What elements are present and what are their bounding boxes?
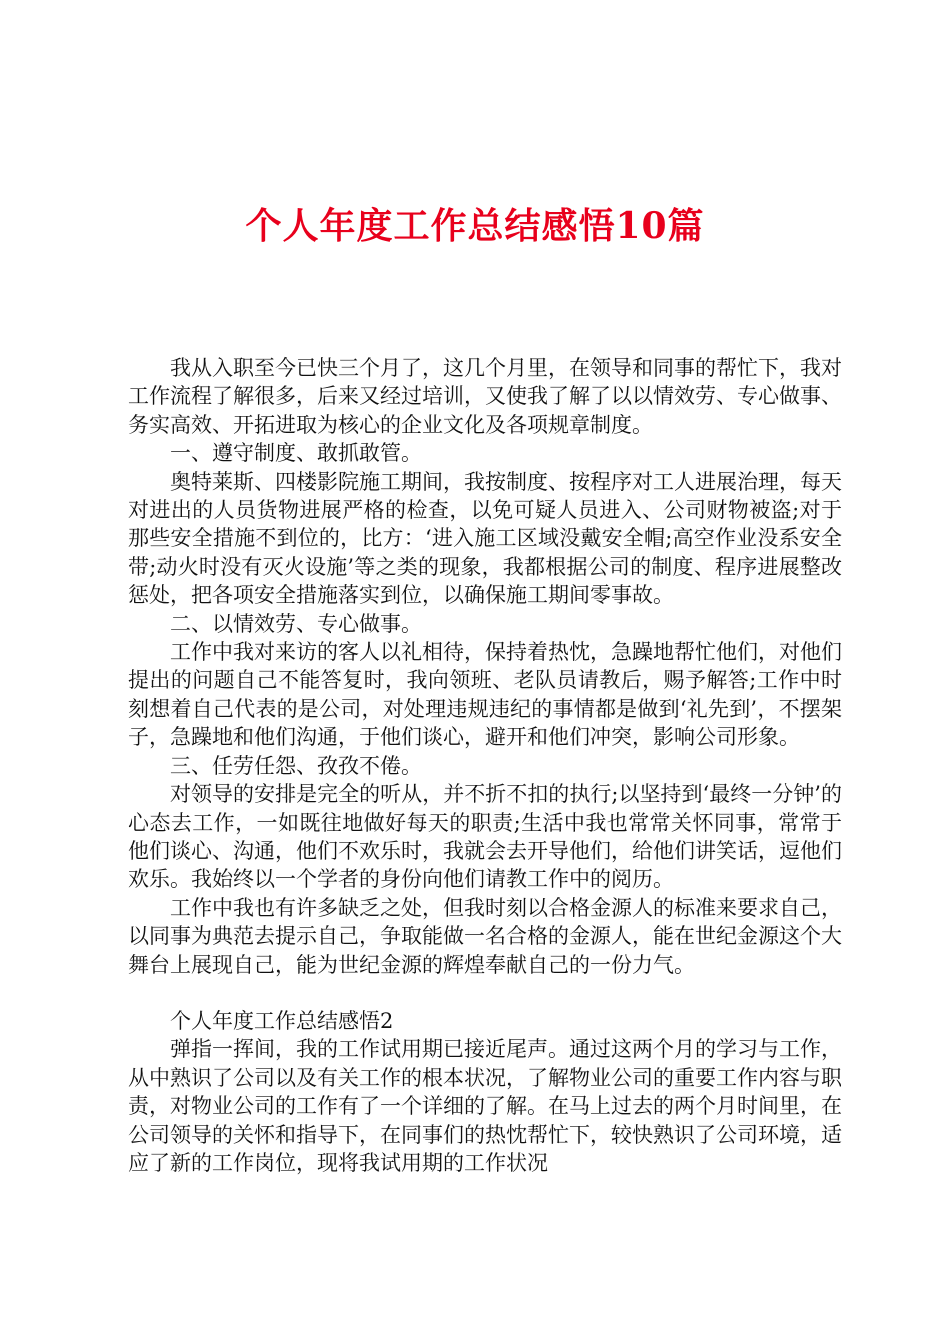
section-heading-1: 一、遵守制度、敢抓敢管。: [170, 441, 422, 466]
section2-heading: 个人年度工作总结感悟2: [170, 1008, 394, 1033]
document-title: 个人年度工作总结感悟10篇: [245, 205, 705, 247]
paragraph-4: 工作中我也有许多缺乏之处，但我时刻以合格金源人的标准来要求自己，以同事为典范去提示自己，争取能做一名合格的金源人，能在世纪金源这个大舞台上展现自己，能为世纪金源的辉煌奉献自己的一份力气。: [128, 895, 842, 977]
section-spacer: [128, 979, 842, 1007]
document-body: [128, 354, 842, 1177]
section-heading-2: 二、以情效劳、专心做事。: [170, 611, 422, 636]
section-heading-3: 三、任劳任怨、孜孜不倦。: [170, 753, 422, 778]
paragraph-1: 奥特莱斯、四楼影院施工期间，我按制度、按程序对工人进展治理，每天对进出的人员货物进展严格的检查，以免可疑人员进入、公司财物被盗;对于那些安全措施不到位的，比方：‘进入施工区域没戴安全帽;高空作业没系安全带;动火时没有灭火设施’等之类的现象，我都根据公司的制度、程序进展整改惩处，把各项安全措施落实到位，以确保施工期间零事故。: [128, 469, 842, 608]
paragraph-3: 对领导的安排是完全的听从，并不折不扣的执行;以坚持到‘最终一分钟’的心态去工作，一如既往地做好每天的职责;生活中我也常常关怀同事，常常于他们谈心、沟通，他们不欢乐时，我就会去开导他们，给他们讲笑话，逗他们欢乐。我始终以一个学者的身份向他们请教工作中的阅历。: [128, 782, 842, 892]
section2-paragraph-1: 弹指一挥间，我的工作试用期已接近尾声。通过这两个月的学习与工作，从中熟识了公司以及有关工作的根本状况，了解物业公司的重要工作内容与职责，对物业公司的工作有了一个详细的了解。在马上过去的两个月时间里，在公司领导的关怀和指导下，在同事们的热忱帮忙下，较快熟识了公司环境，适应了新的工作岗位，现将我试用期的工作状况: [128, 1037, 842, 1175]
paragraph-intro: 我从入职至今已快三个月了，这几个月里，在领导和同事的帮忙下，我对工作流程了解很多，后来又经过培训，又使我了解了以以情效劳、专心做事、务实高效、开拓进取为核心的企业文化及各项规章制度。: [128, 356, 842, 437]
paragraph-2: 工作中我对来访的客人以礼相待，保持着热忱，急躁地帮忙他们，对他们提出的问题自己不能答复时，我向领班、老队员请教后，赐予解答;工作中时刻想着自己代表的是公司，对处理违规违纪的事情都是做到‘礼先到’，不摆架子，急躁地和他们沟通，于他们谈心，避开和他们冲突，影响公司形象。: [128, 640, 842, 750]
